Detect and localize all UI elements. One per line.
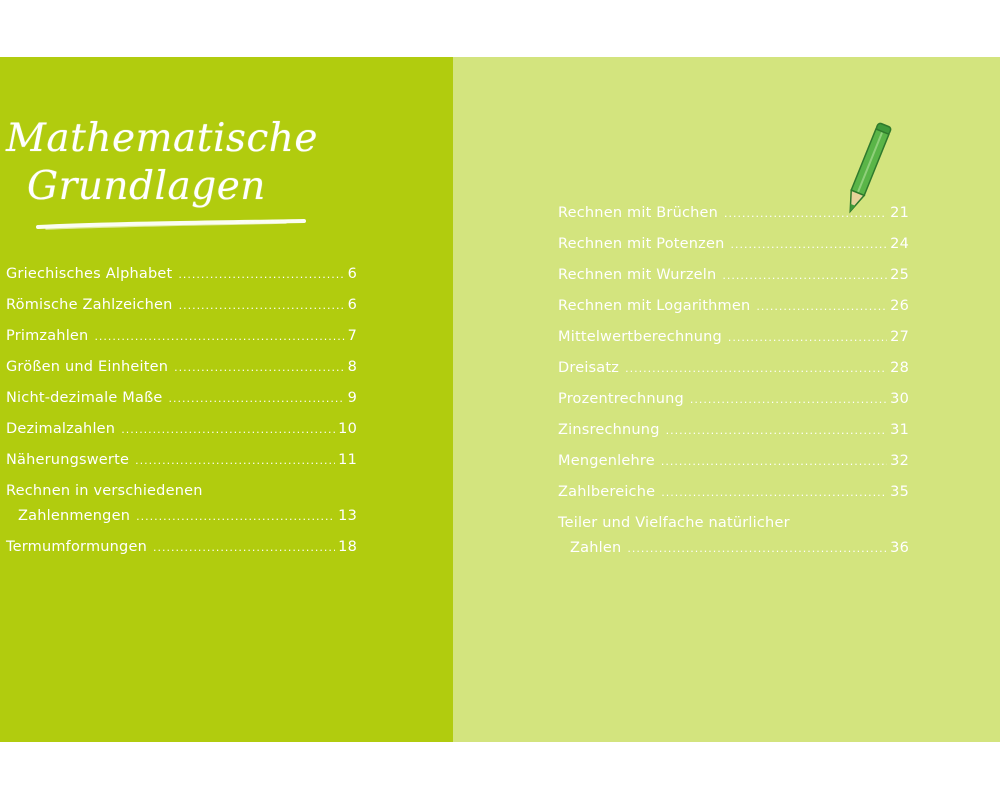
toc-item[interactable] <box>6 538 357 569</box>
toc-entry: Römische Zahlzeichen <box>6 297 173 313</box>
toc-entry: Zinsrechnung <box>558 422 660 438</box>
toc-entry: Dreisatz <box>558 360 620 376</box>
toc-page-number: 11 <box>338 452 357 468</box>
toc-page-number: 31 <box>890 422 909 438</box>
toc-entry: Rechnen mit Brüchen <box>558 205 719 221</box>
toc-item[interactable] <box>558 328 909 359</box>
toc-page-number: 13 <box>338 508 357 524</box>
toc-page-number: 30 <box>890 391 909 407</box>
dot-leader <box>730 236 887 254</box>
toc-item[interactable] <box>6 420 357 451</box>
dot-leader <box>178 266 344 284</box>
toc-page-number: 36 <box>890 540 909 556</box>
toc-item[interactable] <box>6 482 357 538</box>
chapter-title-line1: Mathematische <box>6 116 318 161</box>
toc-entry-line1: Teiler und Vielfache natürlicher <box>558 515 790 531</box>
chalk-underline <box>36 218 306 232</box>
toc-item[interactable] <box>558 514 909 570</box>
dot-leader <box>625 360 887 378</box>
toc-page-number: 6 <box>347 266 357 282</box>
toc-page-number: 6 <box>347 297 357 313</box>
toc-page-number: 27 <box>890 329 909 345</box>
toc-page-number: 26 <box>890 298 909 314</box>
toc-entry: Rechnen mit Wurzeln <box>558 267 717 283</box>
toc-item[interactable] <box>6 451 357 482</box>
toc-item[interactable] <box>6 389 357 420</box>
toc-entry: Zahlen <box>570 540 622 556</box>
toc-entry: Rechnen mit Logarithmen <box>558 298 751 314</box>
dot-leader <box>661 453 887 471</box>
dot-leader <box>627 540 887 558</box>
toc-page-number: 35 <box>890 484 909 500</box>
toc-item[interactable] <box>558 266 909 297</box>
dot-leader <box>724 205 887 223</box>
toc-item[interactable] <box>6 327 357 358</box>
toc-item[interactable] <box>6 296 357 327</box>
toc-page-number: 18 <box>338 539 357 555</box>
toc-entry: Mittelwertberechnung <box>558 329 722 345</box>
dot-leader <box>690 391 887 409</box>
toc-entry: Näherungswerte <box>6 452 130 468</box>
toc-item[interactable] <box>558 359 909 390</box>
toc-item[interactable] <box>558 390 909 421</box>
toc-page-number: 32 <box>890 453 909 469</box>
toc-item[interactable] <box>558 483 909 514</box>
toc-entry-line1: Rechnen in verschiedenen <box>6 483 203 499</box>
toc-entry: Dezimalzahlen <box>6 421 116 437</box>
toc-page-number: 21 <box>890 205 909 221</box>
toc-entry: Prozentrechnung <box>558 391 684 407</box>
dot-leader <box>661 484 887 502</box>
chapter-title <box>6 115 318 211</box>
dot-leader <box>121 421 335 439</box>
toc-item[interactable] <box>558 235 909 266</box>
toc-left-list <box>6 265 357 569</box>
toc-page-number: 7 <box>347 328 357 344</box>
toc-page-number: 24 <box>890 236 909 252</box>
toc-entry: Nicht-dezimale Maße <box>6 390 163 406</box>
dot-leader <box>94 328 344 346</box>
toc-entry: Mengenlehre <box>558 453 655 469</box>
toc-entry: Größen und Einheiten <box>6 359 169 375</box>
toc-entry: Termumformungen <box>6 539 147 555</box>
chapter-title-line2: Grundlagen <box>27 164 266 209</box>
toc-entry: Griechisches Alphabet <box>6 266 173 282</box>
toc-item[interactable] <box>558 421 909 452</box>
toc-item[interactable] <box>6 265 357 296</box>
toc-page-number: 10 <box>338 421 357 437</box>
toc-page-number: 8 <box>347 359 357 375</box>
toc-item[interactable] <box>558 297 909 328</box>
dot-leader <box>179 297 345 315</box>
toc-item[interactable] <box>558 452 909 483</box>
toc-item[interactable] <box>6 358 357 389</box>
toc-entry: Primzahlen <box>6 328 89 344</box>
dot-leader <box>722 267 887 285</box>
toc-right-list <box>558 204 909 570</box>
dot-leader <box>174 359 344 377</box>
toc-page-number: 28 <box>890 360 909 376</box>
toc-page-number: 25 <box>890 267 909 283</box>
dot-leader <box>666 422 888 440</box>
dot-leader <box>169 390 345 408</box>
dot-leader <box>153 539 335 557</box>
dot-leader <box>728 329 887 347</box>
toc-entry: Rechnen mit Potenzen <box>558 236 725 252</box>
toc-entry: Zahlbereiche <box>558 484 656 500</box>
dot-leader <box>136 508 335 526</box>
toc-item[interactable] <box>558 204 909 235</box>
toc-entry: Zahlenmengen <box>18 508 131 524</box>
toc-page-number: 9 <box>347 390 357 406</box>
dot-leader <box>135 452 335 470</box>
dot-leader <box>756 298 887 316</box>
